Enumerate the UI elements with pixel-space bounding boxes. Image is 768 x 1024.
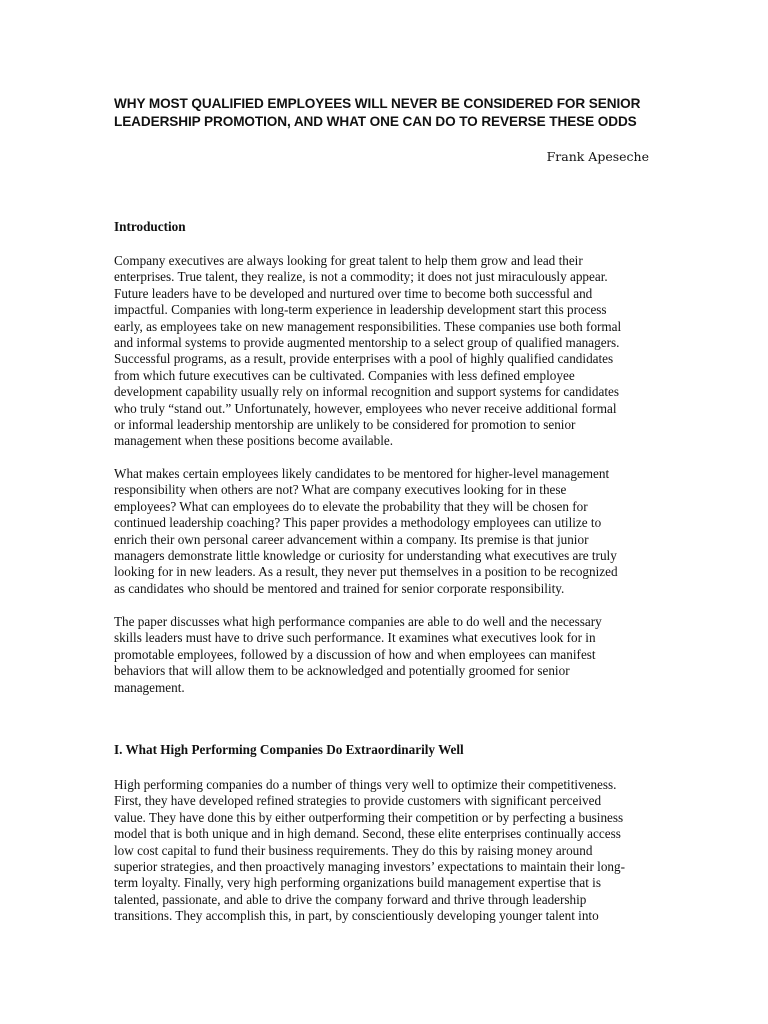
text-line: High performing companies do a number of things very well to optimize their competitiveness. [114,777,617,792]
text-line: employees? What can employees do to elevate the probability that they will be chosen for [114,498,588,514]
text-line: skills leaders must have to drive such performance. It examines what executives look for in [114,630,596,646]
text-line: Future leaders have to be developed and nurtured over time to become both successful and [114,285,593,301]
text-line: behaviors that will allow them to be acknowledged and potentially groomed for senior [114,663,570,679]
text-line: and informal systems to provide augmented mentorship to a select group of qualified managers. [114,335,620,351]
text-line: as candidates who should be mentored and trained for senior corporate responsibility. [114,580,565,596]
text-line: talented, passionate, and able to drive the company forward and thrive through leadership [114,891,587,907]
text-line: or informal leadership mentorship are unlikely to be considered for promotion to senior [114,417,576,433]
text-line: management when these positions become available. [114,433,394,449]
text-line: enrich their own personal career advancement within a company. Its premise is that junior [114,531,589,547]
text-line: responsibility when others are not? What are company executives looking for in these [114,482,567,498]
text-line: management. [114,679,185,695]
text-line: early, as employees take on new management responsibilities. These companies use both formal [114,318,622,334]
text-line: impactful. Companies with long-term experience in leadership development start this process [114,302,607,318]
paragraph-2 [114,466,674,597]
text-line: value. They have done this by either outperforming their competition or by perfecting a business [114,809,624,825]
title-line: WHY MOST QUALIFIED EMPLOYEES WILL NEVER BE CONSIDERED FOR SENIOR [114,96,641,111]
text-line: transitions. They accomplish this, in part, by conscientiously developing younger talent into [114,908,599,924]
text-line: managers demonstrate little knowledge or curiosity for understanding what executives are truly [114,548,617,564]
text-line: development capability usually rely on informal recognition and support systems for candidates [114,384,620,400]
document-title [114,95,674,131]
text-line: enterprises. True talent, they realize, is not a commodity; it does not just miraculously appear. [114,269,608,285]
text-line: promotable employees, followed by a discussion of how and when employees can manifest [114,646,596,662]
text-line: model that is both unique and in high demand. Second, these elite enterprises continually access [114,826,621,842]
section-1-heading: I. What High Performing Companies Do Extraordinarily Well [114,742,464,757]
author-name: Frank Apeseche [546,149,649,164]
paragraph-3 [114,614,674,696]
text-line: Successful programs, as a result, provide enterprises with a pool of highly qualified candidates [114,351,614,367]
text-line: low cost capital to fund their business requirements. They do this by raising money around [114,842,593,858]
text-line: continued leadership coaching? This paper provides a methodology employees can utilize to [114,515,602,531]
text-line: who truly “stand out.” Unfortunately, however, employees who never receive additional formal [114,400,617,416]
text-line: What makes certain employees likely candidates to be mentored for higher-level management [114,466,610,481]
paragraph-1 [114,253,674,450]
introduction-heading: Introduction [114,219,186,234]
paragraph-4 [114,777,674,925]
text-line: The paper discusses what high performance companies are able to do well and the necessary [114,614,602,629]
text-line: First, they have developed refined strategies to provide customers with significant perceived [114,793,602,809]
text-line: from which future executives can be cultivated. Companies with less defined employee [114,367,575,383]
text-line: Company executives are always looking for great talent to help them grow and lead their [114,253,583,268]
text-line: superior strategies, and then proactively managing investors’ expectations to maintain their long- [114,859,625,875]
text-line: term loyalty. Finally, very high performing organizations build management expertise that is [114,875,601,891]
title-line: LEADERSHIP PROMOTION, AND WHAT ONE CAN DO TO REVERSE THESE ODDS [114,114,637,129]
text-line: looking for in new leaders. As a result, they never put themselves in a position to be recognized [114,564,618,580]
